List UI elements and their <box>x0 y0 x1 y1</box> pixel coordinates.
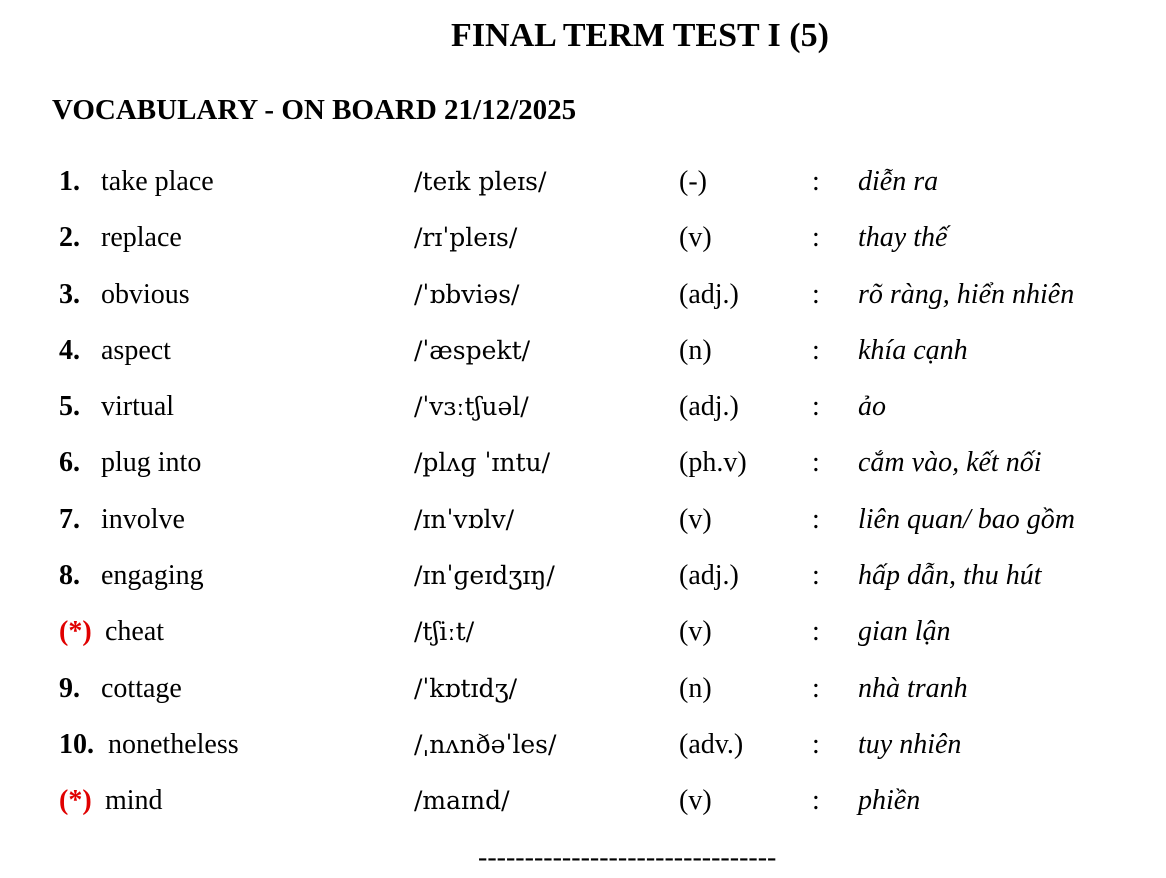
entry-colon: : <box>812 785 820 817</box>
entry-ipa: /ˌnʌnðəˈles/ <box>414 729 557 759</box>
entry-colon: : <box>812 222 820 254</box>
entry-ipa: /maɪnd/ <box>414 786 510 816</box>
entry-colon: : <box>812 391 820 423</box>
entry-number: 8. <box>59 560 80 592</box>
entry-part-of-speech: (n) <box>679 672 712 704</box>
page-title: FINAL TERM TEST I (5) <box>451 17 829 54</box>
entry-word: virtual <box>101 391 175 423</box>
section-heading: VOCABULARY - ON BOARD 21/12/2025 <box>52 94 577 126</box>
vocab-row-3 <box>0 270 1166 326</box>
entry-meaning: khía cạnh <box>858 334 968 366</box>
entry-colon: : <box>812 447 820 479</box>
entry-word: cottage <box>101 672 182 704</box>
entry-number: 10. <box>59 728 94 760</box>
entry-part-of-speech: (v) <box>679 616 712 648</box>
entry-meaning: phiền <box>858 785 921 817</box>
entry-ipa: /rɪˈpleɪs/ <box>414 223 518 253</box>
entry-meaning: tuy nhiên <box>858 728 962 760</box>
entry-ipa: /ˈɒbviəs/ <box>414 279 520 309</box>
entry-colon: : <box>812 503 820 535</box>
vocab-row-8 <box>0 551 1166 607</box>
vocab-row-2 <box>0 213 1166 269</box>
entry-colon: : <box>812 616 820 648</box>
entry-meaning: nhà tranh <box>858 672 968 704</box>
entry-ipa: /ˈæspekt/ <box>414 335 531 365</box>
entry-colon: : <box>812 728 820 760</box>
entry-part-of-speech: (-) <box>679 166 707 197</box>
entry-meaning: thay thế <box>858 222 948 254</box>
entry-part-of-speech: (ph.v) <box>679 447 747 479</box>
entry-word: aspect <box>101 334 171 366</box>
vocab-row-star-mind <box>0 776 1166 832</box>
entry-number: 3. <box>59 278 80 310</box>
vocab-row-6 <box>0 438 1166 494</box>
vocab-row-10 <box>0 720 1166 776</box>
entry-colon: : <box>812 672 820 704</box>
entry-colon: : <box>812 166 820 197</box>
entry-part-of-speech: (adj.) <box>679 391 739 423</box>
entry-number: 4. <box>59 334 80 366</box>
entry-ipa: /plʌɡ ˈɪntu/ <box>414 448 551 478</box>
vocab-row-star-cheat <box>0 607 1166 663</box>
star-marker: (*) <box>59 785 92 817</box>
entry-word: involve <box>101 503 185 535</box>
entry-ipa: /ɪnˈɡeɪdʒɪŋ/ <box>414 561 555 591</box>
entry-ipa: /ɪnˈvɒlv/ <box>414 504 515 534</box>
vocab-row-5 <box>0 382 1166 438</box>
entry-meaning: diễn ra <box>858 166 939 197</box>
entry-ipa: /ˈkɒtɪdʒ/ <box>414 673 518 703</box>
entry-meaning: cắm vào, kết nối <box>858 447 1042 479</box>
entry-meaning: gian lận <box>858 616 951 648</box>
entry-number: 1. <box>59 166 80 197</box>
entry-number: 5. <box>59 391 80 423</box>
entry-meaning: liên quan/ bao gồm <box>858 503 1075 535</box>
entry-colon: : <box>812 278 820 310</box>
entry-part-of-speech: (v) <box>679 503 712 535</box>
entry-meaning: hấp dẫn, thu hút <box>858 560 1042 592</box>
entry-word: plug into <box>101 447 202 479</box>
entry-word: cheat <box>105 616 165 648</box>
vocab-row-9 <box>0 664 1166 720</box>
entry-number: 2. <box>59 222 80 254</box>
entry-ipa: /tʃiːt/ <box>414 617 475 647</box>
entry-part-of-speech: (n) <box>679 334 712 366</box>
entry-meaning: rõ ràng, hiển nhiên <box>858 278 1075 310</box>
entry-word: obvious <box>101 278 190 310</box>
vocab-row-7 <box>0 495 1166 551</box>
star-marker: (*) <box>59 616 92 648</box>
entry-part-of-speech: (adv.) <box>679 728 744 760</box>
entry-word: take place <box>101 166 214 197</box>
entry-part-of-speech: (adj.) <box>679 560 739 592</box>
vocab-row-4 <box>0 326 1166 382</box>
vocab-row-1 <box>0 157 1166 213</box>
end-separator: -------------------------------- <box>478 842 777 873</box>
entry-colon: : <box>812 334 820 366</box>
entry-number: 9. <box>59 672 80 704</box>
entry-colon: : <box>812 560 820 592</box>
entry-part-of-speech: (adj.) <box>679 278 739 310</box>
entry-word: engaging <box>101 560 204 592</box>
entry-word: mind <box>105 785 163 817</box>
vocabulary-list <box>0 157 1166 833</box>
entry-number: 6. <box>59 447 80 479</box>
entry-word: replace <box>101 222 182 254</box>
entry-word: nonetheless <box>108 728 239 760</box>
entry-meaning: ảo <box>858 391 886 423</box>
entry-ipa: /ˈvɜːtʃuəl/ <box>414 392 529 422</box>
entry-part-of-speech: (v) <box>679 222 712 254</box>
entry-part-of-speech: (v) <box>679 785 712 817</box>
entry-ipa: /teɪk pleɪs/ <box>414 167 547 196</box>
entry-number: 7. <box>59 503 80 535</box>
